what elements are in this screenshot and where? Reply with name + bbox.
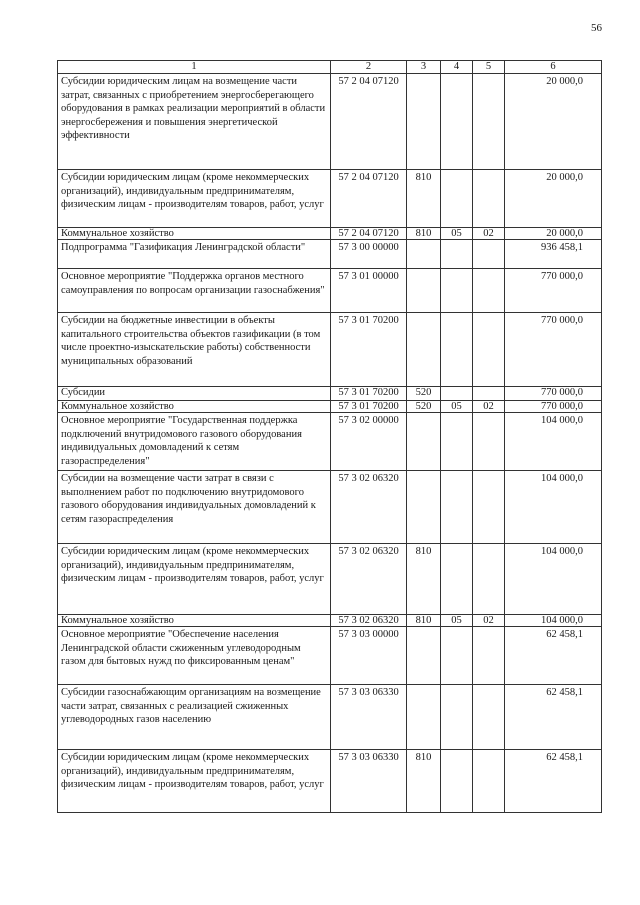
- row-name-cell: Субсидии: [58, 387, 331, 401]
- row-vr-cell: [407, 471, 441, 544]
- row-name-cell: Субсидии юридическим лицам (кроме некоммерческих организаций), индивидуальным предпринимателям, физическим лицам - производителям товаров, работ, услуг: [58, 170, 331, 228]
- row-sum-cell: 104 000,0: [505, 471, 602, 544]
- row-code-cell: 57 3 02 00000: [331, 413, 407, 471]
- row-vr-cell: [407, 413, 441, 471]
- page-number: 56: [591, 22, 602, 34]
- header-cell: 2: [331, 61, 407, 74]
- row-sum-cell: 62 458,1: [505, 685, 602, 750]
- table-row: [58, 170, 602, 228]
- row-code-cell: 57 3 03 00000: [331, 627, 407, 685]
- row-vr-cell: 810: [407, 544, 441, 615]
- row-name-cell: Основное мероприятие "Поддержка органов местного самоуправления по вопросам организации газоснабжения": [58, 269, 331, 313]
- header-cell: 4: [441, 61, 473, 74]
- row-name-cell: Коммунальное хозяйство: [58, 401, 331, 413]
- row-code-cell: 57 3 02 06320: [331, 471, 407, 544]
- table-row: [58, 413, 602, 471]
- row-rz-cell: 05: [441, 615, 473, 627]
- header-cell: 1: [58, 61, 331, 74]
- table-row: [58, 615, 602, 627]
- row-pr-cell: [473, 627, 505, 685]
- row-vr-cell: 810: [407, 228, 441, 240]
- table-row: [58, 685, 602, 750]
- table-row: [58, 313, 602, 387]
- row-vr-cell: 810: [407, 170, 441, 228]
- row-vr-cell: [407, 313, 441, 387]
- row-rz-cell: [441, 269, 473, 313]
- row-code-cell: 57 3 01 70200: [331, 387, 407, 401]
- row-name-cell: Субсидии газоснабжающим организациям на возмещение части затрат, связанных с реализацией сжиженных углеводородных газов населению: [58, 685, 331, 750]
- table-row: [58, 627, 602, 685]
- row-code-cell: 57 3 02 06320: [331, 544, 407, 615]
- row-rz-cell: [441, 471, 473, 544]
- row-code-cell: 57 2 04 07120: [331, 74, 407, 170]
- row-pr-cell: [473, 269, 505, 313]
- row-code-cell: 57 3 03 06330: [331, 750, 407, 813]
- row-sum-cell: 936 458,1: [505, 240, 602, 269]
- row-code-cell: 57 3 02 06320: [331, 615, 407, 627]
- table-row: [58, 228, 602, 240]
- row-vr-cell: [407, 627, 441, 685]
- row-code-cell: 57 3 01 70200: [331, 401, 407, 413]
- row-pr-cell: [473, 74, 505, 170]
- row-pr-cell: 02: [473, 401, 505, 413]
- row-sum-cell: 62 458,1: [505, 627, 602, 685]
- row-name-cell: Основное мероприятие "Государственная поддержка подключений внутридомового газового оборудования индивидуальных домовладений к сетям газораспределения": [58, 413, 331, 471]
- row-name-cell: Субсидии на возмещение части затрат в связи с выполнением работ по подключению внутридомового газового оборудования индивидуальных домовладений к сетям газораспределения: [58, 471, 331, 544]
- table-row: [58, 471, 602, 544]
- row-sum-cell: 770 000,0: [505, 269, 602, 313]
- row-pr-cell: [473, 471, 505, 544]
- row-name-cell: Субсидии юридическим лицам на возмещение части затрат, связанных с приобретением энергосберегающего оборудования в рамках реализации мероприятий в области энергосбережения и повышения энергетической эффективности: [58, 74, 331, 170]
- row-name-cell: Коммунальное хозяйство: [58, 615, 331, 627]
- header-cell: 6: [505, 61, 602, 74]
- row-pr-cell: [473, 387, 505, 401]
- row-sum-cell: 770 000,0: [505, 387, 602, 401]
- table-row: [58, 269, 602, 313]
- row-name-cell: Основное мероприятие "Обеспечение населения Ленинградской области сжиженным углеводородным газом для бытовых нужд по фиксированным ценам": [58, 627, 331, 685]
- row-rz-cell: [441, 387, 473, 401]
- row-sum-cell: 20 000,0: [505, 74, 602, 170]
- row-vr-cell: [407, 269, 441, 313]
- row-name-cell: Субсидии на бюджетные инвестиции в объекты капитального строительства объектов газификации (в том числе проектно-изыскательские работы) собственности муниципальных образований: [58, 313, 331, 387]
- row-sum-cell: 104 000,0: [505, 544, 602, 615]
- row-rz-cell: [441, 750, 473, 813]
- row-name-cell: Субсидии юридическим лицам (кроме некоммерческих организаций), индивидуальным предпринимателям, физическим лицам - производителям товаров, работ, услуг: [58, 750, 331, 813]
- table-row: [58, 74, 602, 170]
- row-vr-cell: [407, 685, 441, 750]
- table-row: [58, 544, 602, 615]
- row-pr-cell: [473, 544, 505, 615]
- row-rz-cell: [441, 413, 473, 471]
- table-row: [58, 401, 602, 413]
- row-sum-cell: 770 000,0: [505, 401, 602, 413]
- row-pr-cell: 02: [473, 615, 505, 627]
- row-vr-cell: 520: [407, 387, 441, 401]
- row-pr-cell: [473, 413, 505, 471]
- table-header-row: [58, 61, 602, 74]
- row-sum-cell: 104 000,0: [505, 413, 602, 471]
- row-rz-cell: [441, 240, 473, 269]
- row-code-cell: 57 2 04 07120: [331, 170, 407, 228]
- row-rz-cell: 05: [441, 228, 473, 240]
- row-vr-cell: 810: [407, 750, 441, 813]
- table-row: [58, 750, 602, 813]
- row-rz-cell: [441, 685, 473, 750]
- row-name-cell: Коммунальное хозяйство: [58, 228, 331, 240]
- row-code-cell: 57 3 01 00000: [331, 269, 407, 313]
- header-cell: 3: [407, 61, 441, 74]
- row-code-cell: 57 2 04 07120: [331, 228, 407, 240]
- row-name-cell: Подпрограмма "Газификация Ленинградской области": [58, 240, 331, 269]
- row-vr-cell: [407, 74, 441, 170]
- row-vr-cell: [407, 240, 441, 269]
- row-sum-cell: 20 000,0: [505, 170, 602, 228]
- row-rz-cell: [441, 313, 473, 387]
- row-vr-cell: 520: [407, 401, 441, 413]
- row-rz-cell: [441, 74, 473, 170]
- row-pr-cell: [473, 240, 505, 269]
- row-sum-cell: 20 000,0: [505, 228, 602, 240]
- row-sum-cell: 104 000,0: [505, 615, 602, 627]
- row-rz-cell: [441, 627, 473, 685]
- row-pr-cell: [473, 685, 505, 750]
- row-code-cell: 57 3 01 70200: [331, 313, 407, 387]
- row-sum-cell: 62 458,1: [505, 750, 602, 813]
- row-rz-cell: 05: [441, 401, 473, 413]
- row-rz-cell: [441, 170, 473, 228]
- row-code-cell: 57 3 00 00000: [331, 240, 407, 269]
- row-pr-cell: [473, 750, 505, 813]
- row-pr-cell: [473, 313, 505, 387]
- budget-table: [57, 60, 602, 813]
- row-code-cell: 57 3 03 06330: [331, 685, 407, 750]
- table-row: [58, 387, 602, 401]
- header-cell: 5: [473, 61, 505, 74]
- row-rz-cell: [441, 544, 473, 615]
- row-vr-cell: 810: [407, 615, 441, 627]
- row-pr-cell: 02: [473, 228, 505, 240]
- row-sum-cell: 770 000,0: [505, 313, 602, 387]
- table-row: [58, 240, 602, 269]
- row-pr-cell: [473, 170, 505, 228]
- row-name-cell: Субсидии юридическим лицам (кроме некоммерческих организаций), индивидуальным предпринимателям, физическим лицам - производителям товаров, работ, услуг: [58, 544, 331, 615]
